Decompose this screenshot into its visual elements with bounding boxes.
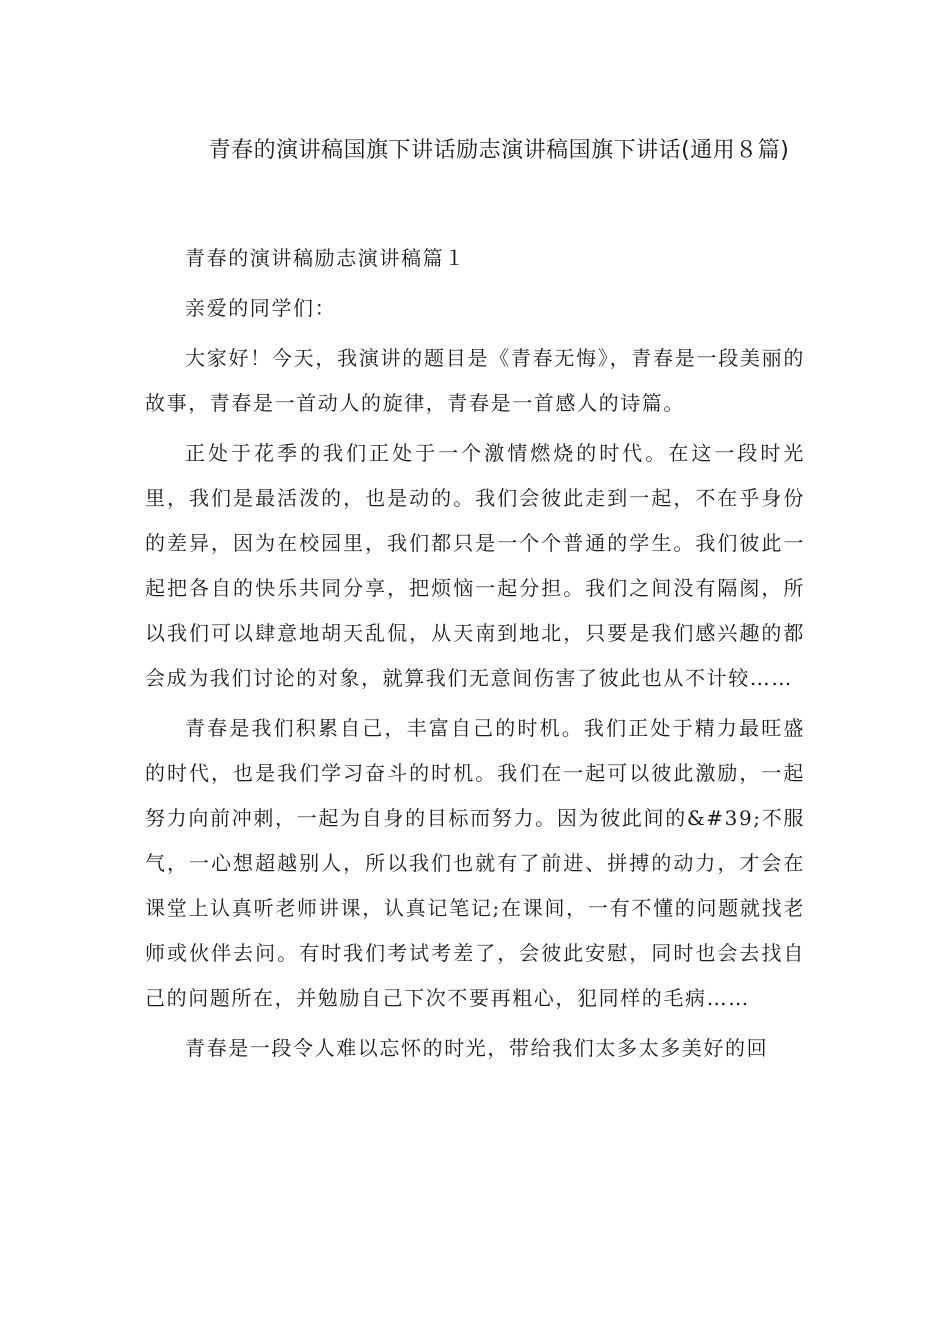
paragraph-4: 青春是一段令人难以忘怀的时光，带给我们太多太多美好的回: [185, 1036, 769, 1060]
salutation: 亲爱的同学们：: [185, 296, 337, 320]
section-heading: 青春的演讲稿励志演讲稿篇１: [185, 246, 466, 270]
document-title: 青春的演讲稿国旗下讲话励志演讲稿国旗下讲话(通用８篇): [208, 138, 790, 163]
paragraph-3: 青春是我们积累自己，丰富自己的时机。我们正处于精力最旺盛的时代，也是我们学习奋斗的时机。我们在一起可以彼此激励，一起努力向前冲刺，一起为自身的目标而努力。因为彼此间的&#39;不服气，一心想超越别人，所以我们也就有了前进、拼搏的动力，才会在课堂上认真听老师讲课，认真记笔记;在课间，一有不懂的问题就找老师或伙伴去问。有时我们考试考差了，会彼此安慰，同时也会去找自己的问题所在，并勉励自己下次不要再粗心，犯同样的毛病……: [145, 716, 805, 1010]
paragraph-2: 正处于花季的我们正处于一个激情燃烧的时代。在这一段时光里，我们是最活泼的，也是动的。我们会彼此走到一起，不在乎身份的差异，因为在校园里，我们都只是一个个普通的学生。我们彼此一起把各自的快乐共同分享，把烦恼一起分担。我们之间没有隔阂，所以我们可以肆意地胡天乱侃，从天南到地北，只要是我们感兴趣的都会成为我们讨论的对象，就算我们无意间伤害了彼此也从不计较……: [145, 441, 805, 690]
document-body: [145, 236, 805, 1076]
paragraph-1: 大家好！今天，我演讲的题目是《青春无悔》，青春是一段美丽的故事，青春是一首动人的旋律，青春是一首感人的诗篇。: [145, 346, 805, 415]
